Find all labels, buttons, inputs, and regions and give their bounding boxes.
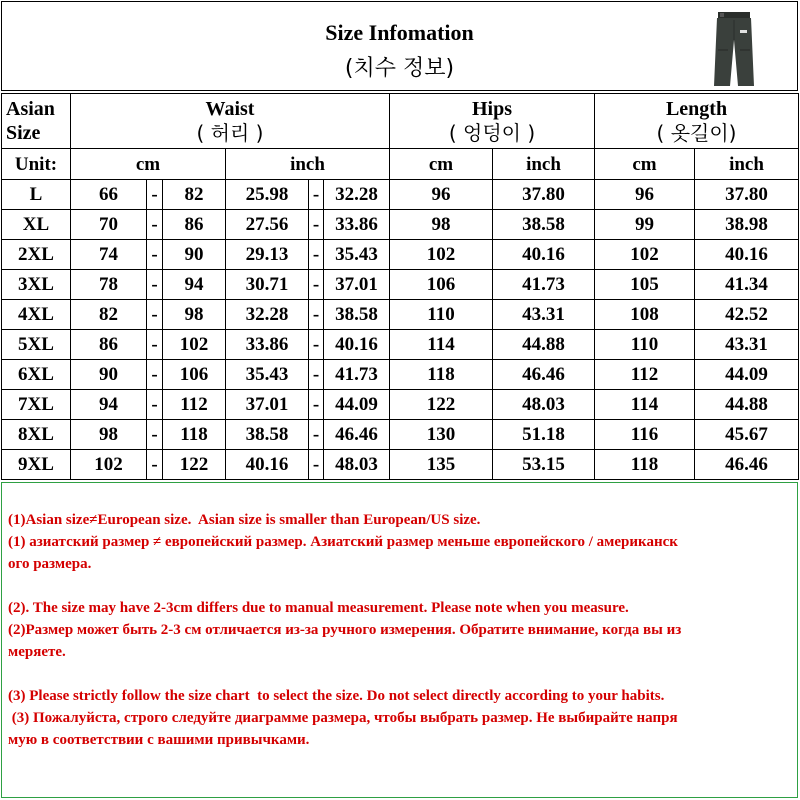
length-inch: 44.09 <box>695 360 799 390</box>
range-dash: - <box>147 240 163 270</box>
waist-cm-min: 86 <box>71 330 147 360</box>
length-inch-unit: inch <box>695 149 799 180</box>
waist-inch-max: 32.28 <box>324 180 390 210</box>
waist-cm-min: 70 <box>71 210 147 240</box>
waist-inch-min: 29.13 <box>226 240 309 270</box>
hips-cm: 114 <box>390 330 493 360</box>
size-label: 6XL <box>2 360 71 390</box>
size-label: 9XL <box>2 450 71 480</box>
length-cm: 96 <box>595 180 695 210</box>
waist-cm-max: 118 <box>163 420 226 450</box>
length-cm: 112 <box>595 360 695 390</box>
waist-header-korean: ( 허리 ) <box>196 121 264 145</box>
size-chart-table <box>1 93 799 480</box>
page-subtitle: (치수 정보) <box>344 56 455 81</box>
note-2-russian: (2)Размер может быть 2-3 см отличается из-за ручного измерения. Обратите внимание, когда вы из меряете. <box>8 622 682 660</box>
hips-cm: 98 <box>390 210 493 240</box>
note-2-english: (2). The size may have 2-3cm differs due to manual measurement. Please note when you measure. <box>8 600 629 616</box>
table-row <box>2 180 799 210</box>
hips-cm: 110 <box>390 300 493 330</box>
length-inch: 41.34 <box>695 270 799 300</box>
length-cm: 118 <box>595 450 695 480</box>
table-row <box>2 360 799 390</box>
hips-header <box>390 94 595 149</box>
range-dash: - <box>309 180 324 210</box>
length-cm: 110 <box>595 330 695 360</box>
range-dash: - <box>309 210 324 240</box>
hips-inch: 46.46 <box>493 360 595 390</box>
size-label: 5XL <box>2 330 71 360</box>
waist-cm-max: 90 <box>163 240 226 270</box>
waist-cm-max: 112 <box>163 390 226 420</box>
hips-cm: 122 <box>390 390 493 420</box>
size-label: XL <box>2 210 71 240</box>
waist-cm-min: 82 <box>71 300 147 330</box>
hips-inch: 44.88 <box>493 330 595 360</box>
hips-cm: 106 <box>390 270 493 300</box>
waist-inch-min: 38.58 <box>226 420 309 450</box>
length-inch: 46.46 <box>695 450 799 480</box>
range-dash: - <box>147 270 163 300</box>
waist-inch-min: 25.98 <box>226 180 309 210</box>
waist-inch-max: 41.73 <box>324 360 390 390</box>
waist-cm-min: 94 <box>71 390 147 420</box>
size-label: 7XL <box>2 390 71 420</box>
page-title: Size Infomation <box>325 20 474 45</box>
length-inch: 42.52 <box>695 300 799 330</box>
hips-inch: 51.18 <box>493 420 595 450</box>
table-row <box>2 450 799 480</box>
size-label: 8XL <box>2 420 71 450</box>
waist-cm-max: 122 <box>163 450 226 480</box>
hips-header-korean: ( 엉덩이 ) <box>448 121 536 145</box>
length-inch: 38.98 <box>695 210 799 240</box>
size-label: L <box>2 180 71 210</box>
hips-cm: 118 <box>390 360 493 390</box>
waist-inch-min: 40.16 <box>226 450 309 480</box>
length-cm: 105 <box>595 270 695 300</box>
waist-cm-min: 90 <box>71 360 147 390</box>
waist-inch-min: 27.56 <box>226 210 309 240</box>
length-cm: 116 <box>595 420 695 450</box>
size-rows <box>2 180 799 480</box>
hips-cm-unit: cm <box>390 149 493 180</box>
range-dash: - <box>147 330 163 360</box>
table-row <box>2 300 799 330</box>
waist-inch-max: 35.43 <box>324 240 390 270</box>
range-dash: - <box>147 180 163 210</box>
hips-inch: 43.31 <box>493 300 595 330</box>
waist-header-label: Waist <box>205 98 255 120</box>
hips-cm: 102 <box>390 240 493 270</box>
hips-inch: 37.80 <box>493 180 595 210</box>
length-inch: 40.16 <box>695 240 799 270</box>
waist-inch-max: 46.46 <box>324 420 390 450</box>
waist-cm-max: 98 <box>163 300 226 330</box>
range-dash: - <box>309 450 324 480</box>
hips-cm: 135 <box>390 450 493 480</box>
waist-inch-max: 33.86 <box>324 210 390 240</box>
length-inch: 44.88 <box>695 390 799 420</box>
waist-inch-max: 40.16 <box>324 330 390 360</box>
note-spacer <box>8 663 797 685</box>
length-cm: 99 <box>595 210 695 240</box>
waist-inch-max: 37.01 <box>324 270 390 300</box>
length-cm: 114 <box>595 390 695 420</box>
range-dash: - <box>309 390 324 420</box>
waist-cm-min: 102 <box>71 450 147 480</box>
hips-inch: 41.73 <box>493 270 595 300</box>
range-dash: - <box>309 330 324 360</box>
range-dash: - <box>147 450 163 480</box>
note-1-russian: (1) азиатский размер ≠ европейский размер. Азиатский размер меньше европейского / американск ого размера. <box>8 534 678 572</box>
waist-cm-max: 82 <box>163 180 226 210</box>
range-dash: - <box>309 420 324 450</box>
notes-box <box>1 482 798 798</box>
range-dash: - <box>147 390 163 420</box>
range-dash: - <box>147 210 163 240</box>
length-inch: 37.80 <box>695 180 799 210</box>
waist-inch-min: 30.71 <box>226 270 309 300</box>
range-dash: - <box>309 300 324 330</box>
table-row <box>2 210 799 240</box>
hips-cm: 130 <box>390 420 493 450</box>
hips-inch: 40.16 <box>493 240 595 270</box>
range-dash: - <box>309 240 324 270</box>
waist-cm-min: 74 <box>71 240 147 270</box>
waist-inch-min: 33.86 <box>226 330 309 360</box>
waist-cm-max: 106 <box>163 360 226 390</box>
waist-inch-min: 37.01 <box>226 390 309 420</box>
waist-inch-max: 38.58 <box>324 300 390 330</box>
length-cm-unit: cm <box>595 149 695 180</box>
waist-cm-max: 102 <box>163 330 226 360</box>
range-dash: - <box>309 360 324 390</box>
length-inch: 43.31 <box>695 330 799 360</box>
unit-label: Unit: <box>2 149 71 180</box>
note-3-english: (3) Please strictly follow the size chart to select the size. Do not select directly according to your habits. <box>8 688 665 704</box>
hips-inch: 53.15 <box>493 450 595 480</box>
waist-inch-unit: inch <box>226 149 390 180</box>
length-header-label: Length <box>665 98 728 120</box>
waist-header <box>71 94 390 149</box>
range-dash: - <box>147 300 163 330</box>
title-box <box>1 1 798 91</box>
hips-cm: 96 <box>390 180 493 210</box>
hips-inch: 48.03 <box>493 390 595 420</box>
size-label: 3XL <box>2 270 71 300</box>
length-header-korean: ( 옷길이) <box>656 121 737 145</box>
waist-inch-min: 35.43 <box>226 360 309 390</box>
note-1-english: (1)Asian size≠European size. Asian size is smaller than European/US size. <box>8 512 481 528</box>
table-row <box>2 240 799 270</box>
waist-inch-min: 32.28 <box>226 300 309 330</box>
range-dash: - <box>309 270 324 300</box>
range-dash: - <box>147 420 163 450</box>
length-header <box>595 94 799 149</box>
waist-cm-unit: cm <box>71 149 226 180</box>
table-row <box>2 330 799 360</box>
size-label: 2XL <box>2 240 71 270</box>
waist-inch-max: 48.03 <box>324 450 390 480</box>
size-label: 4XL <box>2 300 71 330</box>
hips-inch: 38.58 <box>493 210 595 240</box>
waist-inch-max: 44.09 <box>324 390 390 420</box>
unit-row <box>2 149 799 180</box>
length-cm: 102 <box>595 240 695 270</box>
table-row <box>2 390 799 420</box>
header-row <box>2 94 799 149</box>
waist-cm-min: 66 <box>71 180 147 210</box>
hips-inch-unit: inch <box>493 149 595 180</box>
hips-header-label: Hips <box>471 98 513 120</box>
pants-icon <box>712 10 756 88</box>
range-dash: - <box>147 360 163 390</box>
length-inch: 45.67 <box>695 420 799 450</box>
waist-cm-min: 98 <box>71 420 147 450</box>
note-3-russian: (3) Пожалуйста, строго следуйте диаграмме размера, чтобы выбрать размер. Не выбирайте напря мую в соответствии с вашими привычками. <box>8 710 678 748</box>
table-row <box>2 420 799 450</box>
waist-cm-max: 94 <box>163 270 226 300</box>
waist-cm-min: 78 <box>71 270 147 300</box>
asian-size-header: Asian Size <box>2 94 71 149</box>
note-spacer <box>8 575 797 597</box>
length-cm: 108 <box>595 300 695 330</box>
waist-cm-max: 86 <box>163 210 226 240</box>
table-row <box>2 270 799 300</box>
